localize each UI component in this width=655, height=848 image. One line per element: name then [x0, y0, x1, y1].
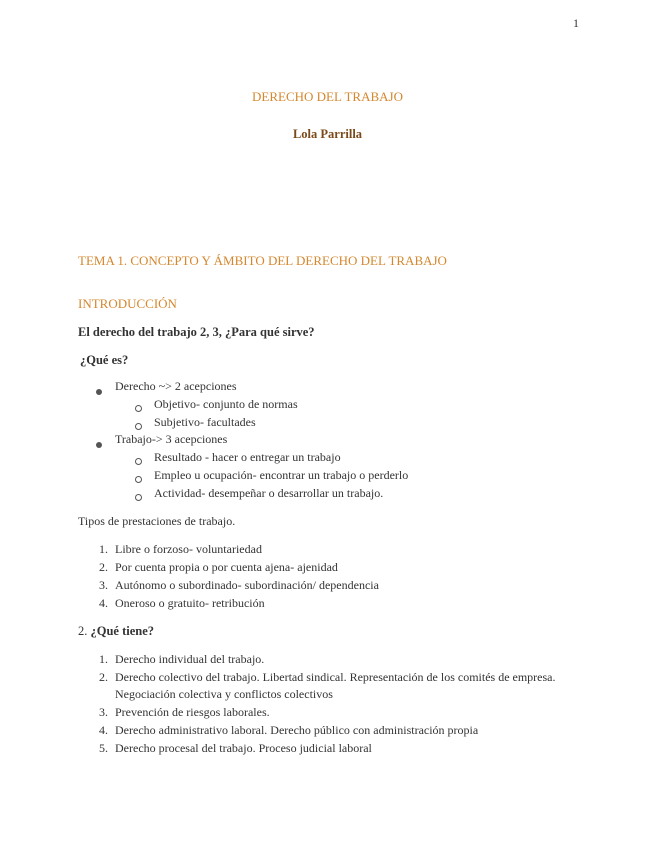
list-number: 1.	[99, 652, 108, 666]
list-number: 4.	[99, 723, 108, 737]
list-item: Por cuenta propia o por cuenta ajena- ajenidad	[115, 560, 338, 574]
que-tiene-label: ¿Qué tiene?	[90, 624, 155, 638]
list-item: Derecho administrativo laboral. Derecho público con administración propia	[115, 723, 479, 737]
list-item: Libre o forzoso- voluntariedad	[115, 542, 262, 556]
page-number: 1	[573, 16, 579, 30]
bullet-ring-icon	[135, 472, 142, 487]
bullet-subitem: Subjetivo- facultades	[154, 415, 256, 429]
que-tiene-heading	[78, 624, 154, 639]
list-number: 3.	[99, 705, 108, 719]
bullet-item: Derecho ~> 2 acepciones	[115, 379, 237, 393]
list-number: 2.	[99, 670, 108, 684]
tema-heading: TEMA 1. CONCEPTO Y ÁMBITO DEL DERECHO DEL TRABAJO	[78, 253, 447, 268]
bullet-ring-icon	[135, 401, 142, 416]
bullet-ring-icon	[135, 490, 142, 505]
list-number: 5.	[99, 741, 108, 755]
list-number: 1.	[99, 542, 108, 556]
document-title: DERECHO DEL TRABAJO	[252, 89, 403, 104]
question-que-es: ¿Qué es?	[80, 353, 129, 367]
list-item: Oneroso o gratuito- retribución	[115, 596, 265, 610]
bullet-subitem: Objetivo- conjunto de normas	[154, 397, 298, 411]
list-number: 2.	[99, 560, 108, 574]
list-item: Derecho colectivo del trabajo. Libertad sindical. Representación de los comités de empresa.	[115, 670, 556, 684]
bullet-subitem: Resultado - hacer o entregar un trabajo	[154, 450, 341, 464]
bullet-subitem: Actividad- desempeñar o desarrollar un trabajo.	[154, 486, 384, 500]
bullet-subitem: Empleo u ocupación- encontrar un trabajo o perderlo	[154, 468, 409, 482]
list-item: Derecho individual del trabajo.	[115, 652, 265, 666]
author-name: Lola Parrilla	[292, 127, 363, 141]
list-number: 4.	[99, 596, 108, 610]
list-item: Derecho procesal del trabajo. Proceso judicial laboral	[115, 741, 372, 755]
intro-heading: INTRODUCCIÓN	[78, 296, 177, 311]
list-item-continuation: Negociación colectiva y conflictos colectivos	[115, 687, 333, 701]
bullet-ring-icon	[135, 454, 142, 469]
list-item: Prevención de riesgos laborales.	[115, 705, 270, 719]
que-tiene-prefix: 2.	[78, 624, 91, 638]
bullet-item: Trabajo-> 3 acepciones	[115, 432, 228, 446]
list-number: 3.	[99, 578, 108, 592]
bullet-dot-icon	[96, 437, 102, 452]
question-main: El derecho del trabajo 2, 3, ¿Para qué sirve?	[78, 325, 315, 339]
bullet-dot-icon	[96, 384, 102, 399]
tipos-intro: Tipos de prestaciones de trabajo.	[78, 514, 236, 528]
list-item: Autónomo o subordinado- subordinación/ dependencia	[115, 578, 379, 592]
